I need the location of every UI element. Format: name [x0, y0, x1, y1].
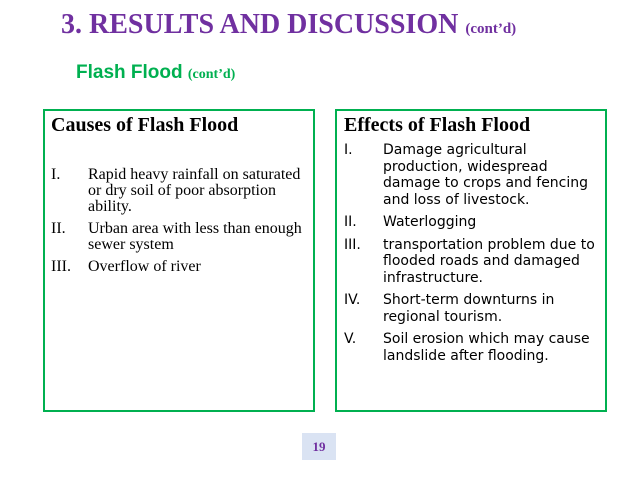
- list-item-text: Waterlogging: [383, 214, 477, 230]
- list-item-text: Soil erosion which may cause landslide after flooding.: [383, 331, 590, 364]
- effects-heading: Effects of Flash Flood: [344, 114, 531, 136]
- list-item-text: transportation problem due to flooded roads and damaged infrastructure.: [383, 236, 595, 286]
- list-item: [51, 259, 313, 275]
- list-item: [51, 167, 313, 215]
- causes-heading: Causes of Flash Flood: [51, 114, 239, 136]
- list-item-number: V.: [344, 331, 357, 347]
- list-item-number: I.: [51, 166, 61, 183]
- list-item-number: III.: [344, 236, 361, 253]
- causes-box: [43, 109, 315, 412]
- list-item-text: Damage agricultural production, widespread damage to crops and fencing and loss of livestock.: [383, 142, 589, 208]
- section-subtitle-text: Flash Flood: [76, 62, 183, 83]
- list-item-text: Rapid heavy rainfall on saturated or dry soil of poor absorption ability.: [88, 166, 301, 215]
- list-item: [344, 237, 602, 287]
- section-subtitle: [76, 61, 235, 87]
- list-item-text: Overflow of river: [88, 258, 201, 275]
- list-item: [51, 221, 313, 253]
- slide-title-suffix: (cont’d): [465, 21, 517, 37]
- effects-box: [335, 109, 607, 412]
- slide-title-text: 3. RESULTS AND DISCUSSION: [61, 9, 459, 40]
- list-item-number: I.: [344, 142, 353, 158]
- slide-title: [61, 8, 631, 46]
- list-item: [344, 292, 602, 325]
- list-item-number: III.: [51, 258, 71, 275]
- list-item-number: IV.: [344, 292, 361, 308]
- causes-list: [51, 167, 313, 281]
- effects-list: [344, 142, 602, 370]
- list-item-text: Short-term downturns in regional tourism.: [383, 292, 555, 325]
- list-item-text: Urban area with less than enough sewer system: [88, 220, 302, 253]
- list-item-number: II.: [51, 220, 66, 237]
- section-subtitle-suffix: (cont’d): [187, 67, 236, 82]
- list-item: [344, 331, 602, 364]
- list-item: [344, 142, 602, 208]
- list-item-number: II.: [344, 214, 357, 230]
- page-number: 19: [302, 433, 336, 460]
- list-item: [344, 214, 602, 231]
